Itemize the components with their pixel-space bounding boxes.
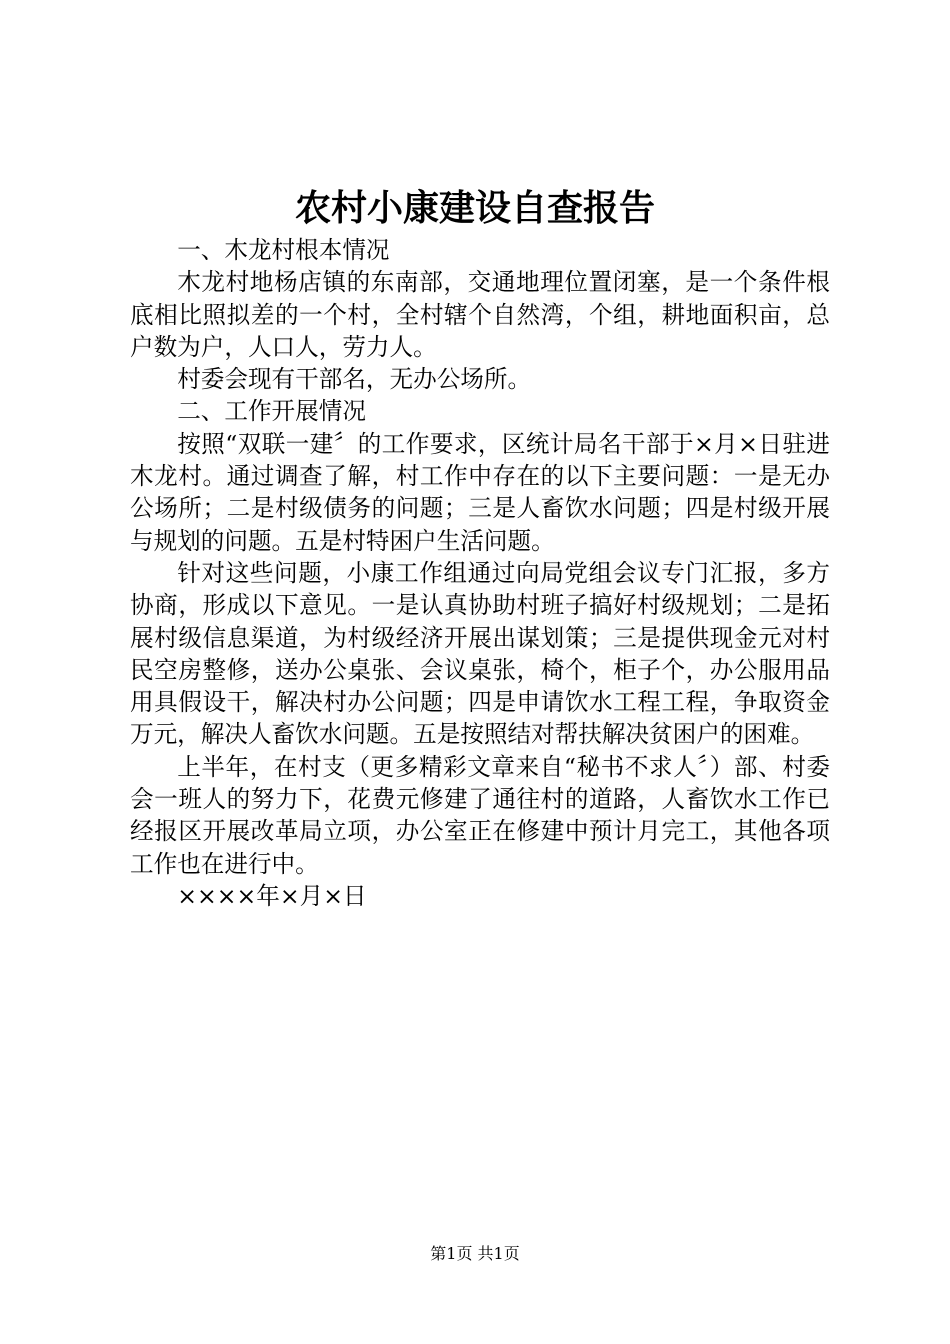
section-heading-work-progress: 二、工作开展情况 (177, 397, 366, 426)
paragraph-results: 上半年，在村支（更多精彩文章来自“秘书不求人〞）部、村委会一班人的努力下，花费元修建了通往村的道路，人畜饮水工作已经报区开展改革局立项，办公室正在修建中预计月完工，其他各项工作也在进行中。 (130, 752, 830, 878)
page-number: 第1页 (430, 1244, 473, 1263)
paragraph-village-committee: 村委会现有干部名，无办公场所。 (177, 365, 532, 394)
document-title: 农村小康建设自查报告 (294, 187, 655, 229)
document-body (130, 234, 830, 912)
paragraph-village-overview: 木龙村地杨店镇的东南部，交通地理位置闭塞，是一个条件根底相比照拟差的一个村，全村辖个自然湾，个组，耕地面积亩，总户数为户，人口人，劳力人。 (130, 268, 830, 361)
document-date: ××××年×月×日 (177, 881, 367, 910)
page-footer (0, 1243, 950, 1265)
paragraph-problems: 按照“双联一建〞的工作要求，区统计局名干部于×月×日驻进木龙村。通过调查了解，村工作中存在的以下主要问题：一是无办公场所；二是村级债务的问题；三是人畜饮水问题；四是村级开展与规划的问题。五是村特困户生活问题。 (130, 429, 830, 555)
paragraph-measures: 针对这些问题，小康工作组通过向局党组会议专门汇报，多方协商，形成以下意见。一是认真协助村班子搞好村级规划；二是拓展村级信息渠道，为村级经济开展出谋划策；三是提供现金元对村民空房整修，送办公桌张、会议桌张，椅个，柜子个，办公服用品用具假设干，解决村办公问题；四是申请饮水工程工程，争取资金万元，解决人畜饮水问题。五是按照结对帮扶解决贫困户的困难。 (130, 558, 830, 749)
section-heading-basic-situation: 一、木龙村根本情况 (177, 236, 390, 264)
page-total: 共1页 (477, 1244, 520, 1263)
